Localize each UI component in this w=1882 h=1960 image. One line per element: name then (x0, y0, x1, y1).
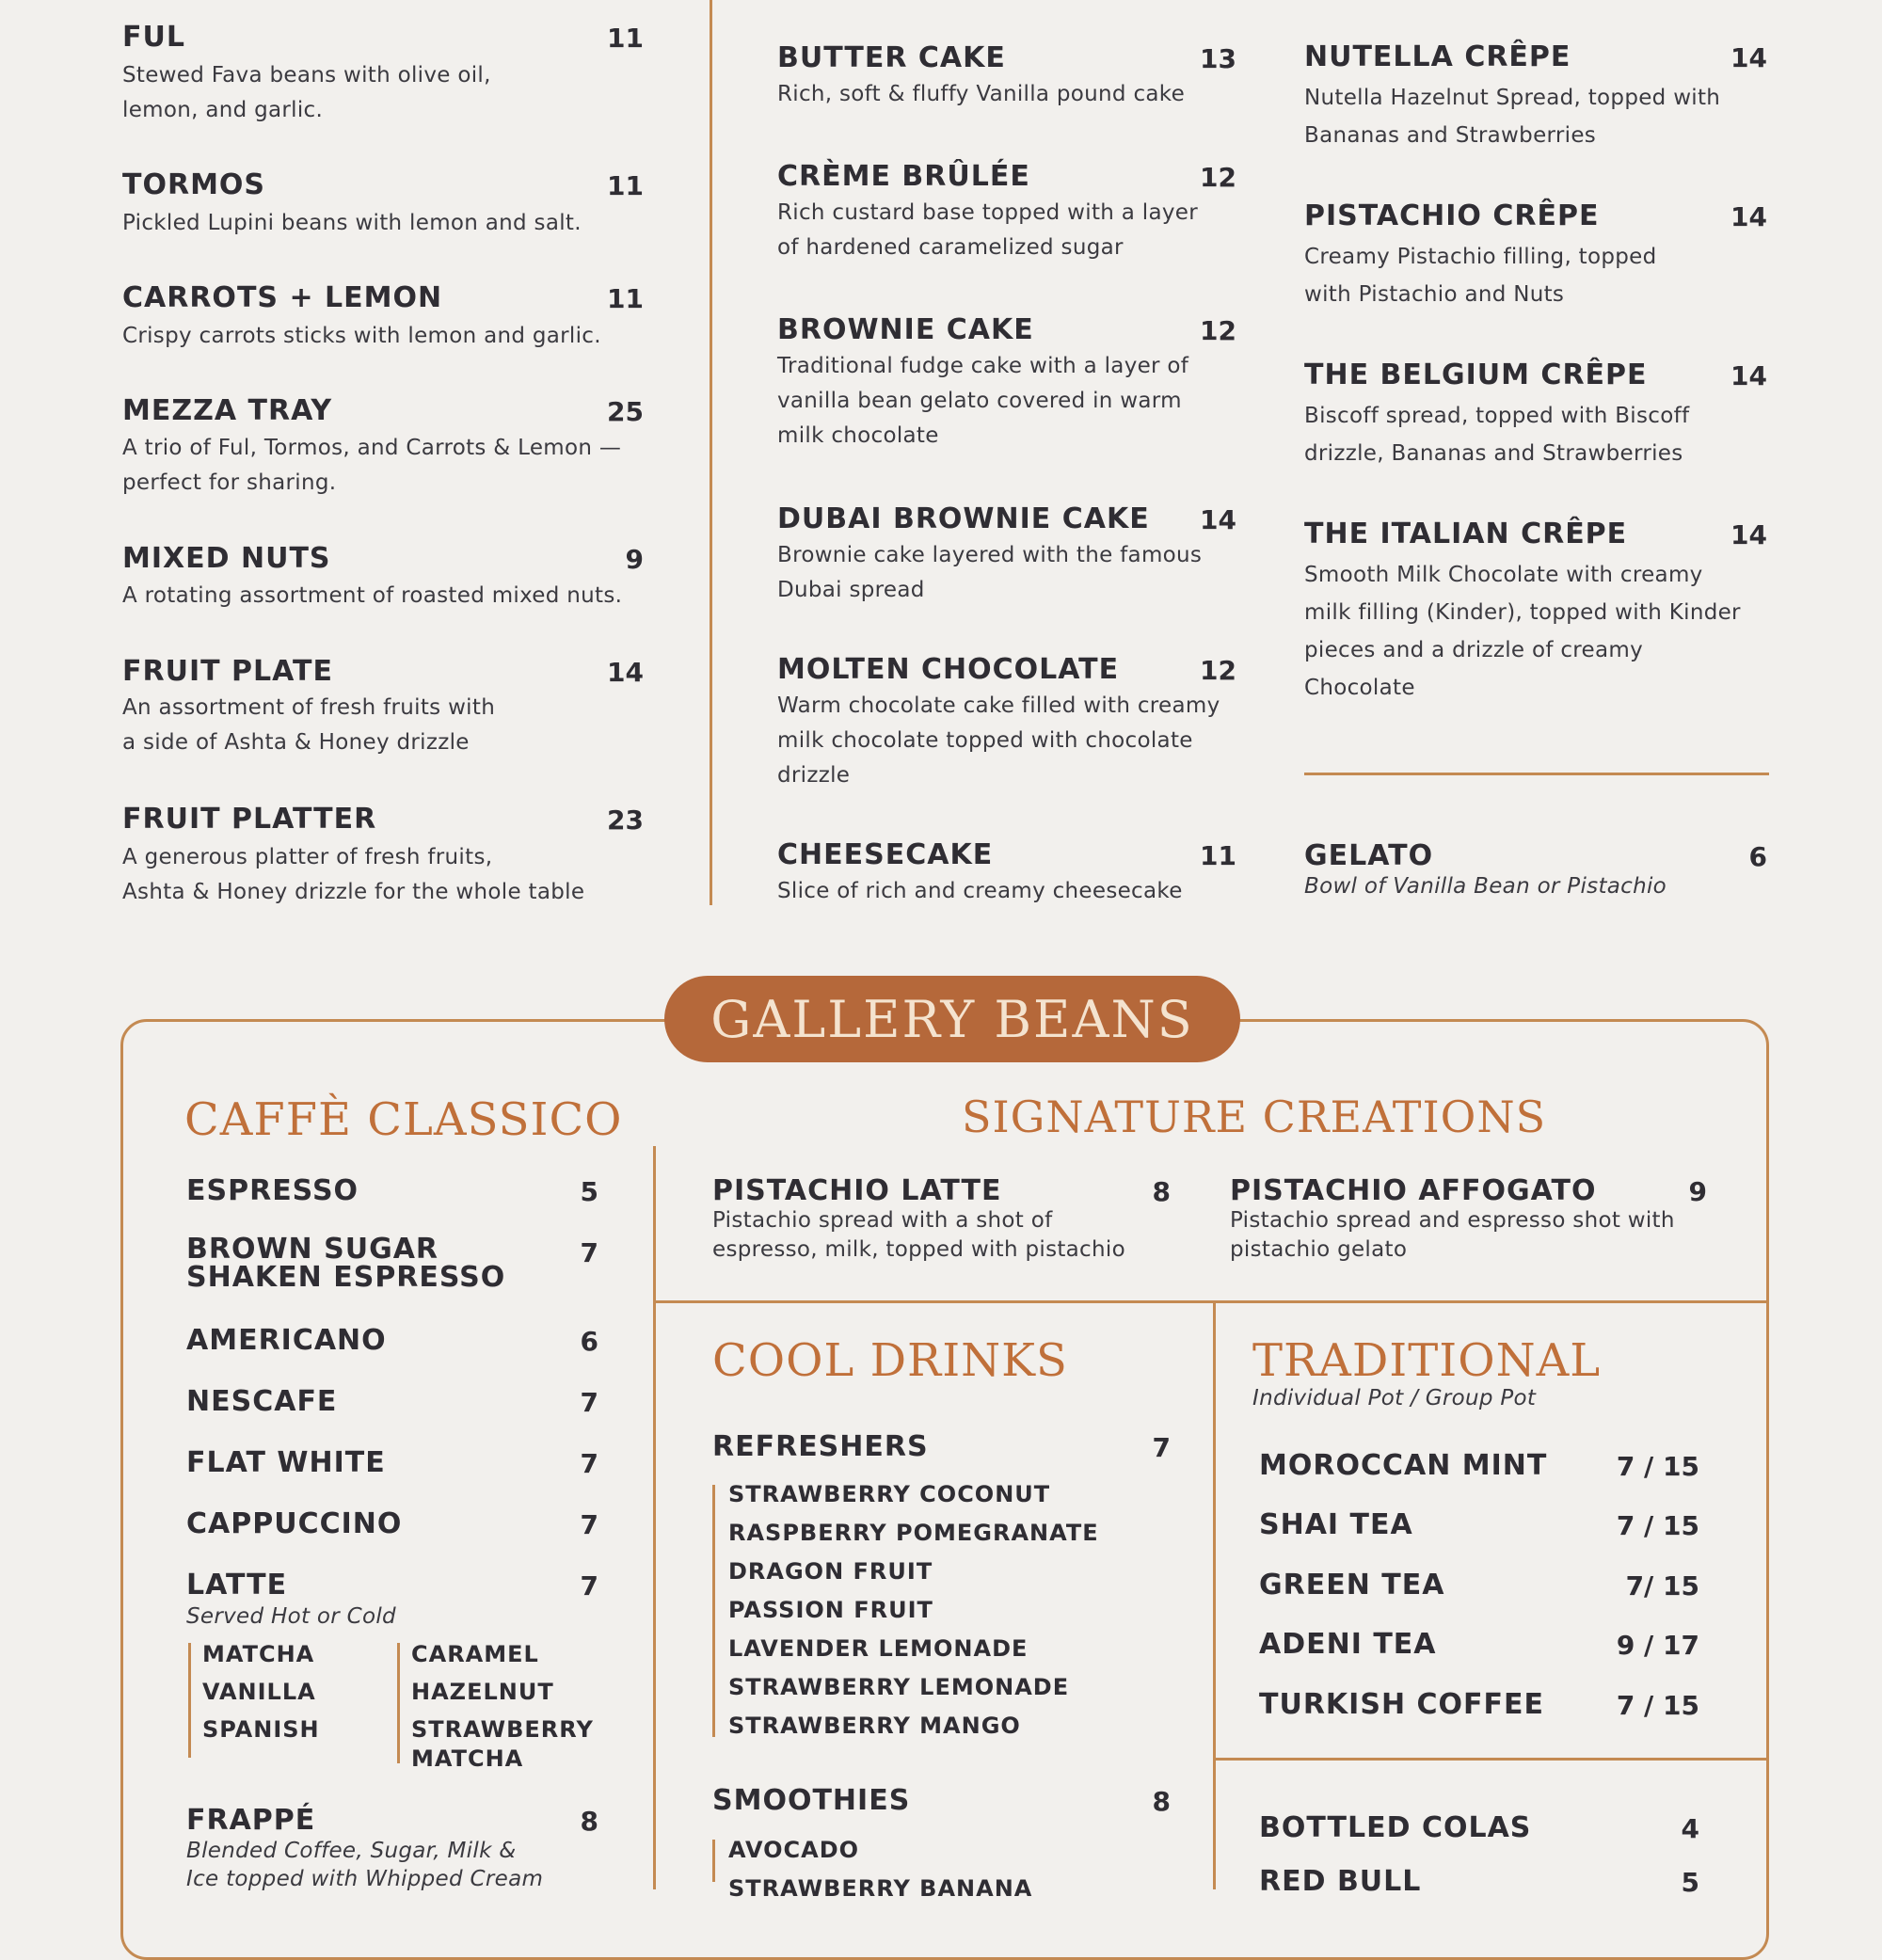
menu-item-desc (1304, 79, 1720, 154)
note-line: Blended Coffee, Sugar, Milk & (186, 1839, 517, 1863)
flavor-item: RASPBERRY POMEGRANATE (728, 1520, 1099, 1546)
flavor-bracket (712, 1485, 715, 1737)
column-divider (653, 1146, 656, 1889)
menu-item-name: CHEESECAKE (777, 838, 994, 871)
menu-item-name: CARROTS + LEMON (122, 281, 443, 314)
menu-item-name: AMERICANO (186, 1324, 387, 1357)
menu-item-desc (122, 840, 584, 910)
menu-item-price: 25 (607, 396, 644, 427)
desc-line: of hardened caramelized sugar (777, 235, 1124, 260)
menu-item-price: 11 (607, 170, 644, 201)
menu-item-desc: Slice of rich and creamy cheesecake (777, 879, 1183, 903)
menu-item-name: TURKISH COFFEE (1259, 1688, 1544, 1721)
desc-line: Rich custard base topped with a layer (777, 200, 1198, 225)
menu-item-desc (777, 689, 1220, 793)
menu-item-name: THE ITALIAN CRÊPE (1304, 518, 1628, 550)
menu-item-name: PISTACHIO AFFOGATO (1230, 1174, 1597, 1207)
menu-item-price: 12 (1200, 315, 1236, 346)
section-divider (653, 1300, 1769, 1303)
desc-line: Brownie cake layered with the famous (777, 543, 1203, 567)
menu-item-price: 14 (1730, 201, 1767, 232)
desc-line: Creamy Pistachio filling, topped (1304, 245, 1657, 269)
flavor-item: HAZELNUT (411, 1679, 554, 1705)
desc-line: Pistachio spread with a shot of (712, 1208, 1053, 1233)
desc-line: Nutella Hazelnut Spread, topped with (1304, 86, 1721, 110)
menu-item-name (186, 1235, 505, 1292)
menu-item-note: Served Hot or Cold (186, 1604, 396, 1629)
menu-item-price: 7 / 15 (1616, 1690, 1699, 1721)
name-line: SHAKEN ESPRESSO (186, 1261, 506, 1294)
menu-item-name: SHAI TEA (1259, 1508, 1413, 1541)
menu-item-desc: Crispy carrots sticks with lemon and garlic. (122, 324, 601, 348)
menu-item-price: 9 / 17 (1616, 1630, 1699, 1661)
desc-line: vanilla bean gelato covered in warm (777, 389, 1182, 413)
flavor-bracket (712, 1840, 715, 1882)
menu-item-desc: Bowl of Vanilla Bean or Pistachio (1304, 874, 1667, 899)
flavor-item: DRAGON FRUIT (728, 1558, 933, 1585)
desc-line: milk chocolate (777, 423, 939, 448)
menu-item-name: FRUIT PLATE (122, 655, 333, 688)
menu-item-desc (777, 349, 1188, 454)
menu-item-name: THE BELGIUM CRÊPE (1304, 359, 1648, 391)
menu-item-name: PISTACHIO LATTE (712, 1174, 1002, 1207)
menu-item-name: FLAT WHITE (186, 1446, 386, 1479)
section-heading: COOL DRINKS (712, 1334, 1068, 1387)
menu-item-name: MEZZA TRAY (122, 394, 333, 427)
menu-item-name: RED BULL (1259, 1865, 1422, 1898)
flavor-item: LAVENDER LEMONADE (728, 1635, 1029, 1662)
menu-item-desc (1304, 238, 1657, 313)
menu-item-name: REFRESHERS (712, 1430, 929, 1463)
menu-item-price: 14 (1730, 360, 1767, 391)
desc-line: Biscoff spread, topped with Biscoff (1304, 404, 1690, 428)
menu-item-price: 7 (580, 1448, 598, 1479)
flavor-item: STRAWBERRY LEMONADE (728, 1674, 1070, 1700)
desc-line: Traditional fudge cake with a layer of (777, 354, 1189, 378)
desc-line: lemon, and garlic. (122, 98, 324, 122)
flavor-item: PASSION FRUIT (728, 1597, 933, 1623)
desc-line: Pistachio spread and espresso shot with (1230, 1208, 1675, 1233)
menu-item-price: 7 / 15 (1616, 1451, 1699, 1482)
menu-item-name: GELATO (1304, 839, 1434, 872)
desc-line: milk filling (Kinder), topped with Kinder (1304, 600, 1741, 625)
menu-item-price: 12 (1200, 655, 1236, 686)
desc-line: Ashta & Honey drizzle for the whole table (122, 880, 585, 904)
desc-line: An assortment of fresh fruits with (122, 695, 496, 720)
note-line: Ice topped with Whipped Cream (186, 1867, 544, 1891)
menu-item-price: 11 (607, 283, 644, 314)
menu-item-price: 7 (580, 1387, 598, 1418)
desc-line: Stewed Fava beans with olive oil, (122, 63, 491, 88)
menu-item-name: FRUIT PLATTER (122, 803, 377, 836)
menu-item-price: 7 (580, 1237, 598, 1268)
menu-item-price: 6 (1748, 841, 1767, 872)
menu-item-price: 7 (580, 1509, 598, 1540)
desc-line: with Pistachio and Nuts (1304, 282, 1565, 307)
desc-line: A trio of Ful, Tormos, and Carrots & Lemon — (122, 436, 622, 460)
menu-item-name: FUL (122, 21, 185, 54)
menu-item-name: BROWNIE CAKE (777, 313, 1034, 346)
menu-item-name: CAPPUCCINO (186, 1507, 403, 1540)
flavor-item: STRAWBERRY BANANA (728, 1875, 1033, 1902)
desc-line: Warm chocolate cake filled with creamy (777, 693, 1220, 718)
menu-item-price: 5 (580, 1176, 598, 1207)
desc-line: Chocolate (1304, 676, 1415, 700)
desc-line: drizzle, Bananas and Strawberries (1304, 441, 1683, 466)
name-line: BROWN SUGAR (186, 1233, 439, 1266)
flavor-bracket (397, 1643, 400, 1763)
menu-item-desc (1304, 397, 1689, 472)
latte-flavors-left (202, 1635, 320, 1748)
menu-item-name: NUTELLA CRÊPE (1304, 40, 1571, 73)
desc-line: Smooth Milk Chocolate with creamy (1304, 563, 1703, 587)
menu-item-price: 8 (1152, 1786, 1171, 1817)
gallery-beans-banner: GALLERY BEANS (664, 976, 1240, 1062)
menu-item-name: LATTE (186, 1569, 288, 1601)
menu-item-desc (122, 58, 491, 128)
menu-item-price: 8 (580, 1806, 598, 1837)
flavor-item: STRAWBERRY COCONUT (728, 1481, 1051, 1507)
menu-item-name: MOLTEN CHOCOLATE (777, 653, 1120, 686)
desc-line: a side of Ashta & Honey drizzle (122, 730, 470, 755)
flavor-item: CARAMEL (411, 1641, 539, 1667)
menu-item-price: 7/ 15 (1625, 1570, 1699, 1601)
menu-item-desc (1304, 556, 1741, 707)
section-subheading: Individual Pot / Group Pot (1252, 1386, 1537, 1410)
menu-item-price: 12 (1200, 162, 1236, 193)
menu-item-name: MOROCCAN MINT (1259, 1449, 1548, 1482)
menu-item-desc: Pickled Lupini beans with lemon and salt. (122, 211, 582, 235)
menu-item-name: ESPRESSO (186, 1174, 359, 1207)
menu-item-desc: Rich, soft & fluffy Vanilla pound cake (777, 82, 1186, 106)
section-divider (1304, 773, 1769, 775)
menu-item-name: FRAPPÉ (186, 1804, 316, 1837)
smoothies-flavors (728, 1831, 1032, 1908)
column-divider (1213, 1300, 1216, 1889)
desc-line: pieces and a drizzle of creamy (1304, 638, 1643, 662)
refreshers-flavors (728, 1475, 1099, 1745)
menu-item-name: SMOOTHIES (712, 1784, 911, 1817)
menu-item-price: 14 (607, 657, 644, 688)
menu-item-price: 7 (580, 1570, 598, 1601)
menu-item-name: TORMOS (122, 168, 266, 201)
section-heading: CAFFÈ CLASSICO (184, 1093, 623, 1146)
desc-line: milk chocolate topped with chocolate (777, 728, 1193, 753)
flavor-item: MATCHA (202, 1641, 315, 1667)
flavor-item: VANILLA (202, 1679, 316, 1705)
flavor-item: MATCHA (411, 1745, 524, 1772)
menu-item-desc (777, 196, 1198, 265)
flavor-item: SPANISH (202, 1716, 320, 1743)
menu-item-desc: A rotating assortment of roasted mixed nuts. (122, 583, 623, 608)
menu-item-desc (1230, 1206, 1675, 1265)
menu-item-desc (122, 691, 495, 760)
flavor-item: STRAWBERRY MANGO (728, 1713, 1021, 1739)
menu-item-price: 14 (1200, 504, 1236, 535)
latte-flavors-right (411, 1635, 594, 1772)
menu-item-price: 9 (625, 544, 644, 575)
menu-item-name: PISTACHIO CRÊPE (1304, 199, 1600, 232)
menu-item-price: 14 (1730, 42, 1767, 73)
flavor-item: AVOCADO (728, 1837, 860, 1863)
flavor-bracket (188, 1643, 191, 1758)
menu-item-name: BOTTLED COLAS (1259, 1811, 1532, 1844)
menu-item-name: BUTTER CAKE (777, 41, 1006, 74)
menu-item-price: 4 (1681, 1813, 1699, 1844)
flavor-item: STRAWBERRY (411, 1716, 594, 1743)
menu-item-price: 6 (580, 1326, 598, 1357)
menu-item-desc (122, 431, 621, 501)
menu-item-price: 11 (607, 23, 644, 54)
section-heading: TRADITIONAL (1252, 1334, 1602, 1387)
menu-item-name: DUBAI BROWNIE CAKE (777, 502, 1150, 535)
section-heading: SIGNATURE CREATIONS (962, 1092, 1547, 1142)
menu-item-price: 23 (607, 805, 644, 836)
menu-item-price: 11 (1200, 840, 1236, 871)
menu-item-name: NESCAFE (186, 1385, 338, 1418)
section-divider (1213, 1758, 1769, 1761)
menu-item-price: 5 (1681, 1867, 1699, 1898)
menu-item-desc (712, 1206, 1125, 1265)
column-divider (710, 0, 712, 905)
menu-item-price: 7 (1152, 1432, 1171, 1463)
menu-item-desc (777, 538, 1202, 608)
menu-item-price: 7 / 15 (1616, 1510, 1699, 1541)
desc-line: Dubai spread (777, 578, 925, 602)
menu-item-price: 9 (1688, 1176, 1707, 1207)
desc-line: A generous platter of fresh fruits, (122, 845, 493, 869)
menu-item-note (186, 1837, 543, 1893)
desc-line: espresso, milk, topped with pistachio (712, 1237, 1125, 1262)
menu-item-price: 8 (1152, 1176, 1171, 1207)
menu-item-name: MIXED NUTS (122, 542, 331, 575)
menu-item-name: CRÈME BRÛLÉE (777, 160, 1030, 193)
menu-item-name: GREEN TEA (1259, 1569, 1445, 1601)
desc-line: Bananas and Strawberries (1304, 123, 1597, 148)
desc-line: drizzle (777, 763, 851, 788)
menu-item-price: 13 (1200, 43, 1236, 74)
menu-item-price: 14 (1730, 519, 1767, 550)
desc-line: perfect for sharing. (122, 470, 337, 495)
desc-line: pistachio gelato (1230, 1237, 1408, 1262)
menu-item-name: ADENI TEA (1259, 1628, 1437, 1661)
